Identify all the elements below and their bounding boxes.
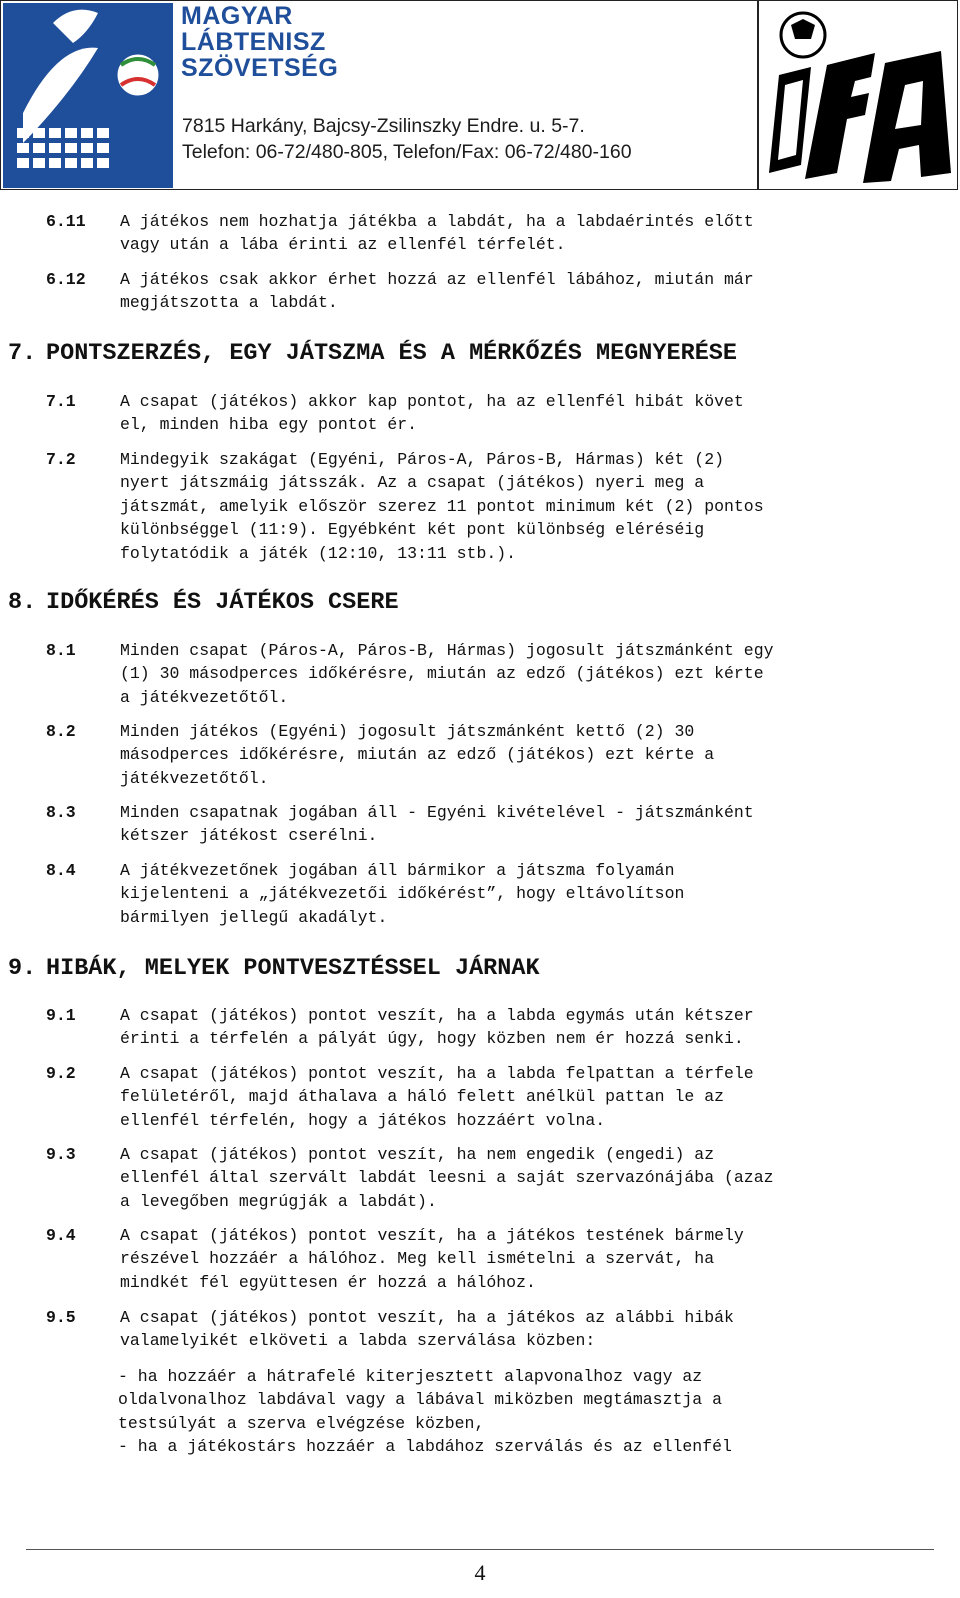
rule-line: a játékvezetőtől. xyxy=(120,687,289,707)
federation-logo-icon xyxy=(3,3,173,188)
rule-text xyxy=(120,390,952,437)
section-title: IDŐKÉRÉS ÉS JÁTÉKOS CSERE xyxy=(46,589,399,616)
rule-line: el, minden hiba egy pontot ér. xyxy=(120,415,418,435)
rule-line: a levegőben megrúgják a labdát). xyxy=(120,1191,437,1211)
rule-number: 8.4 xyxy=(46,861,76,880)
rule-number: 9.3 xyxy=(46,1145,76,1164)
rule-number: 6.11 xyxy=(46,212,86,231)
rule-line: nyert játszmáig játsszák. Az a csapat (játékos) nyeri meg a xyxy=(120,473,705,493)
rule-text xyxy=(120,720,952,790)
phone-line: Telefon: 06-72/480-805, Telefon/Fax: 06-72/480-160 xyxy=(182,141,632,163)
rule-line: kétszer játékost cserélni. xyxy=(120,826,378,846)
list-item: oldalvonalhoz labdával vagy a lábával miközben megtámasztja a xyxy=(118,1390,722,1410)
section-number: 8. xyxy=(8,589,37,616)
rule-line: folytatódik a játék (12:10, 13:11 stb.). xyxy=(120,543,517,563)
rule-line: A játékos nem hozhatja játékba a labdát, ha a labdaérintés előtt xyxy=(120,212,754,231)
rule-number: 7.1 xyxy=(46,392,76,411)
rule-text xyxy=(120,210,952,257)
section-title: HIBÁK, MELYEK PONTVESZTÉSSEL JÁRNAK xyxy=(46,955,540,982)
address-line: 7815 Harkány, Bajcsy-Zsilinszky Endre. u. 5-7. xyxy=(182,115,585,137)
rule-text xyxy=(120,639,952,709)
section-title: PONTSZERZÉS, EGY JÁTSZMA ÉS A MÉRKŐZÉS MEGNYERÉSE xyxy=(46,340,738,367)
rule-line: Minden csapat (Páros-A, Páros-B, Hármas) jogosult játszmánként egy xyxy=(120,641,774,660)
rule-line: A csapat (játékos) pontot veszít, ha a labda felpattan a térfele xyxy=(120,1064,754,1083)
page-number: 4 xyxy=(474,1560,486,1585)
rule-line: különbséggel (11:9). Egyébként két pont különbség eléréséig xyxy=(120,520,705,540)
rule-line: bármilyen jellegű akadályt. xyxy=(120,907,388,927)
rule-line: A csapat (játékos) pontot veszít, ha a labda egymás után kétszer xyxy=(120,1006,754,1025)
rule-number: 8.3 xyxy=(46,803,76,822)
rule-line: megjátszotta a labdát. xyxy=(120,293,338,313)
rule-line: részével hozzáér a hálóhoz. Meg kell ismételni a szervát, ha xyxy=(120,1249,715,1269)
header-divider xyxy=(757,1,759,189)
rule-line: ellenfél által szervált labdát leesni a saját szervazónájába (azaz xyxy=(120,1168,774,1188)
rule-line: Mindegyik szakágat (Egyéni, Páros-A, Páros-B, Hármas) két (2) xyxy=(120,450,724,469)
rule-text xyxy=(120,268,952,315)
section-heading xyxy=(8,589,399,617)
rule-text xyxy=(120,448,952,565)
section-number: 9. xyxy=(8,955,37,982)
rule-text xyxy=(120,1224,952,1294)
rule-line: A csapat (játékos) pontot veszít, ha a játékos az alábbi hibák xyxy=(120,1308,734,1327)
rule-number: 9.4 xyxy=(46,1226,76,1245)
rule-line: érinti a térfelén a pályát úgy, hogy közben nem ér hozzá senki. xyxy=(120,1029,744,1049)
rule-line: játékvezetőtől. xyxy=(120,768,269,788)
fault-list xyxy=(118,1365,938,1459)
section-heading xyxy=(8,340,737,368)
rule-line: vagy után a lába érinti az ellenfél térfelét. xyxy=(120,235,566,255)
rule-number: 9.2 xyxy=(46,1064,76,1083)
rule-line: Minden csapatnak jogában áll - Egyéni kivételével - játszmánként xyxy=(120,803,754,822)
rule-line: játszmát, amelyik először szerez 11 pontot minimum két (2) pontos xyxy=(120,496,764,516)
rule-line: (1) 30 másodperces időkérésre, miután az edző (játékos) ezt kérte xyxy=(120,664,764,684)
footer-divider xyxy=(26,1549,934,1550)
rule-line: A csapat (játékos) pontot veszít, ha nem engedik (engedi) az xyxy=(120,1145,715,1164)
org-name-line: MAGYAR xyxy=(181,2,293,30)
rule-text xyxy=(120,1062,952,1132)
rule-line: ellenfél térfelén, hogy a játékos hozzáért volna. xyxy=(120,1110,606,1130)
rule-text xyxy=(120,1143,952,1213)
rule-number: 7.2 xyxy=(46,450,76,469)
org-name-line: LÁBTENISZ xyxy=(181,28,326,56)
rule-text xyxy=(120,1306,952,1353)
section-number: 7. xyxy=(8,340,37,367)
rule-number: 8.1 xyxy=(46,641,76,660)
rule-line: valamelyikét elköveti a labda szerválása közben: xyxy=(120,1331,596,1351)
rule-number: 9.5 xyxy=(46,1308,76,1327)
section-heading xyxy=(8,955,540,983)
rule-line: mindkét fél együttesen ér hozzá a hálóhoz. xyxy=(120,1272,536,1292)
list-item: - ha a játékostárs hozzáér a labdához szerválás és az ellenfél xyxy=(118,1437,732,1457)
rule-number: 9.1 xyxy=(46,1006,76,1025)
rule-line: másodperces időkérésre, miután az edző (játékos) ezt kérte a xyxy=(120,745,715,765)
rule-text xyxy=(120,801,952,848)
rule-line: A csapat (játékos) pontot veszít, ha a játékos testének bármely xyxy=(120,1226,744,1245)
rule-line: felületéről, majd áthalava a háló felett anélkül pattan le az xyxy=(120,1087,724,1107)
ifa-logo-icon xyxy=(765,5,955,183)
list-item: testsúlyát a szerva elvégzése közben, xyxy=(118,1413,485,1433)
rule-line: A játékvezetőnek jogában áll bármikor a játszma folyamán xyxy=(120,861,675,880)
rule-line: kijelenteni a „játékvezetői időkérést”, hogy eltávolítson xyxy=(120,884,685,904)
letterhead xyxy=(0,0,958,190)
rule-number: 8.2 xyxy=(46,722,76,741)
organization-name xyxy=(181,3,381,81)
rule-line: Minden játékos (Egyéni) jogosult játszmánként kettő (2) 30 xyxy=(120,722,695,741)
rule-number: 6.12 xyxy=(46,270,86,289)
rule-text xyxy=(120,859,952,929)
rule-line: A csapat (játékos) akkor kap pontot, ha az ellenfél hibát követ xyxy=(120,392,744,411)
org-name-line: SZÖVETSÉG xyxy=(181,54,339,82)
list-item: - ha hozzáér a hátrafelé kiterjesztett alapvonalhoz vagy az xyxy=(118,1367,703,1386)
rule-line: A játékos csak akkor érhet hozzá az ellenfél lábához, miután már xyxy=(120,270,754,289)
rule-text xyxy=(120,1004,952,1051)
